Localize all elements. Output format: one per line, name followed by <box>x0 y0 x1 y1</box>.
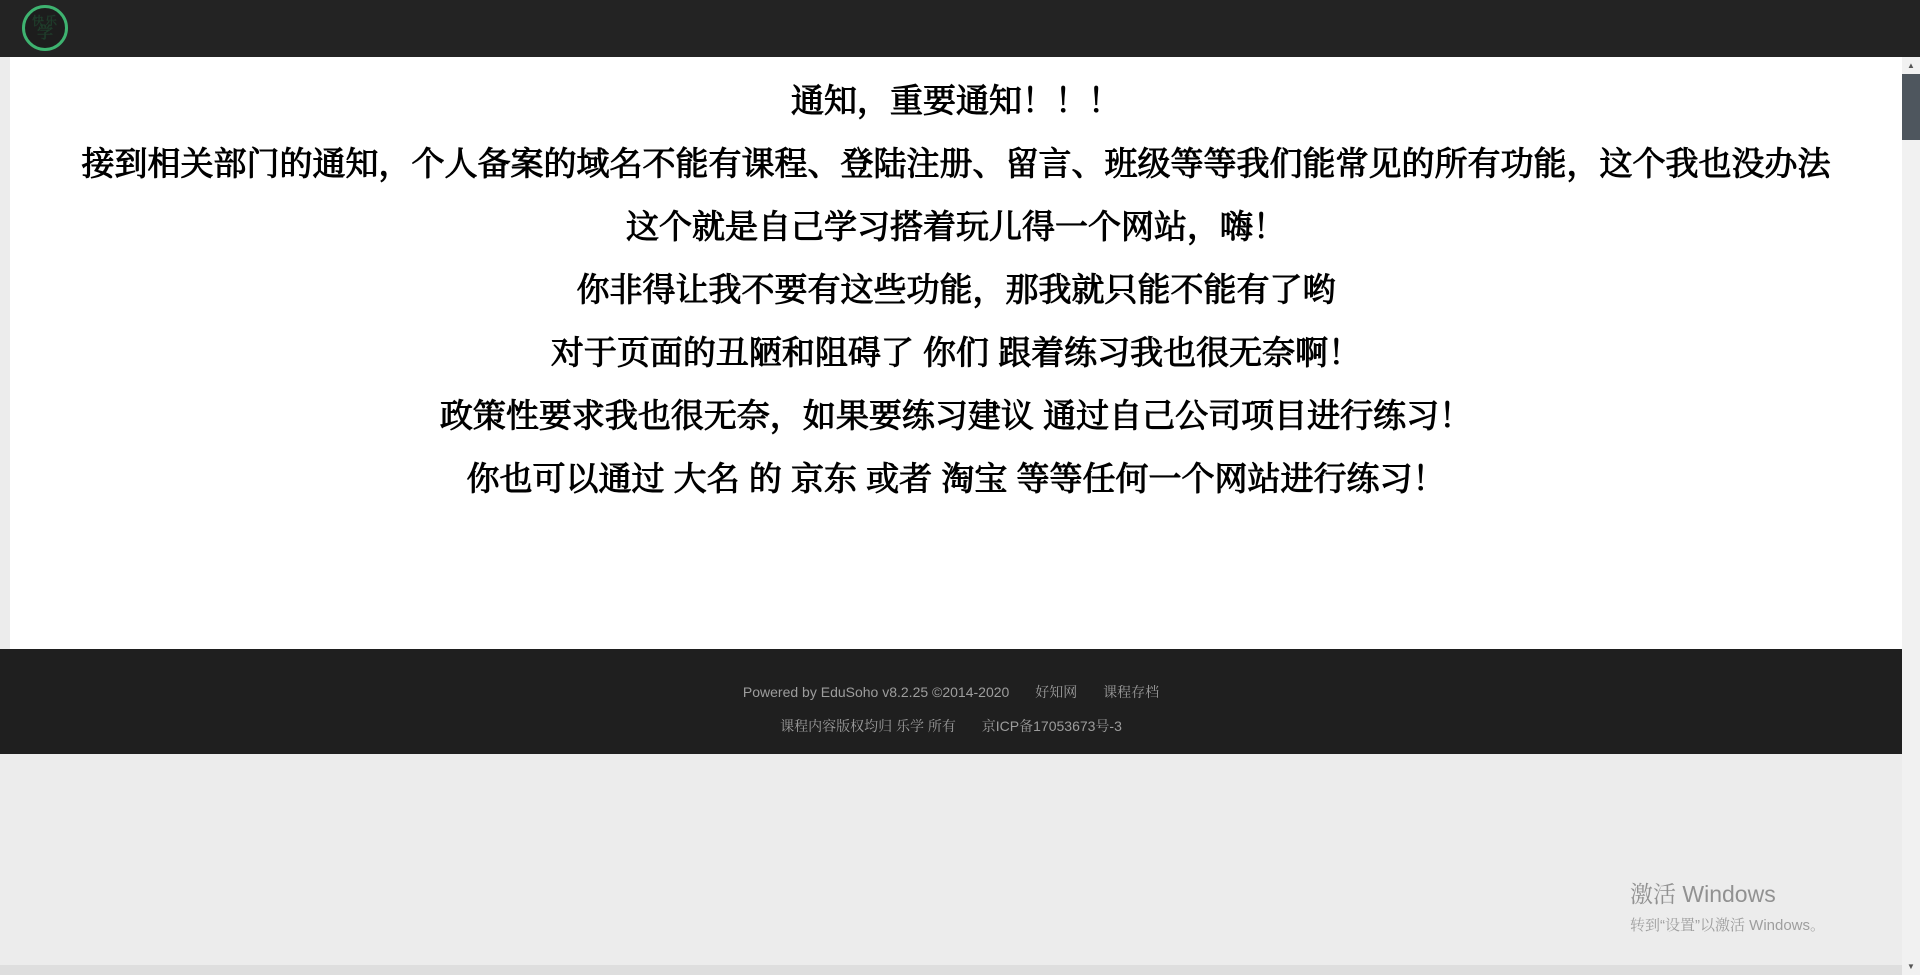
notice-line: 接到相关部门的通知，个人备案的域名不能有课程、登陆注册、留言、班级等等我们能常见的所有功能，这个我也没办法 <box>81 145 1831 182</box>
site-footer <box>0 649 1902 754</box>
footer-row-1 <box>0 649 1902 709</box>
watermark-subtitle: 转到“设置”以激活 Windows。 <box>1630 917 1826 934</box>
vertical-scrollbar[interactable] <box>1902 57 1920 975</box>
logo-text-bottom: 学 <box>36 24 53 42</box>
footer-link-icp[interactable]: 京ICP备17053673号-3 <box>981 718 1122 734</box>
footer-row-2 <box>0 709 1902 743</box>
windows-activation-watermark <box>1630 876 1825 935</box>
copyright-text: 课程内容版权均归 乐学 所有 <box>780 718 956 734</box>
top-nav-bar <box>0 0 1920 57</box>
logo-text-top: 快乐 <box>31 13 58 28</box>
scrollbar-up-arrow-icon[interactable]: ▲ <box>1902 57 1920 74</box>
watermark-title: 激活 Windows <box>1630 881 1776 907</box>
notice-line: 对于页面的丑陋和阻碍了 你们 跟着练习我也很无奈啊！ <box>550 334 1362 371</box>
notice-panel <box>10 57 1902 649</box>
footer-link-course-archive[interactable]: 课程存档 <box>1103 684 1160 700</box>
footer-link-haozhiwang[interactable]: 好知网 <box>1035 684 1078 700</box>
scrollbar-thumb[interactable] <box>1902 74 1920 140</box>
site-logo[interactable] <box>22 5 68 51</box>
notice-text-block <box>10 57 1902 510</box>
powered-by-text: Powered by EduSoho v8.2.25 ©2014-2020 <box>742 684 1010 700</box>
notice-line: 你也可以通过 大名 的 京东 或者 淘宝 等等任何一个网站进行练习！ <box>466 460 1446 497</box>
notice-line: 通知，重要通知！！！ <box>791 82 1121 119</box>
notice-line: 你非得让我不要有这些功能，那我就只能不能有了哟 <box>576 271 1336 308</box>
notice-line: 政策性要求我也很无奈，如果要练习建议 通过自己公司项目进行练习！ <box>439 397 1473 434</box>
bottom-edge-strip <box>0 965 1902 975</box>
scrollbar-down-arrow-icon[interactable]: ▼ <box>1902 958 1920 975</box>
notice-line: 这个就是自己学习搭着玩儿得一个网站，嗨！ <box>626 208 1286 245</box>
